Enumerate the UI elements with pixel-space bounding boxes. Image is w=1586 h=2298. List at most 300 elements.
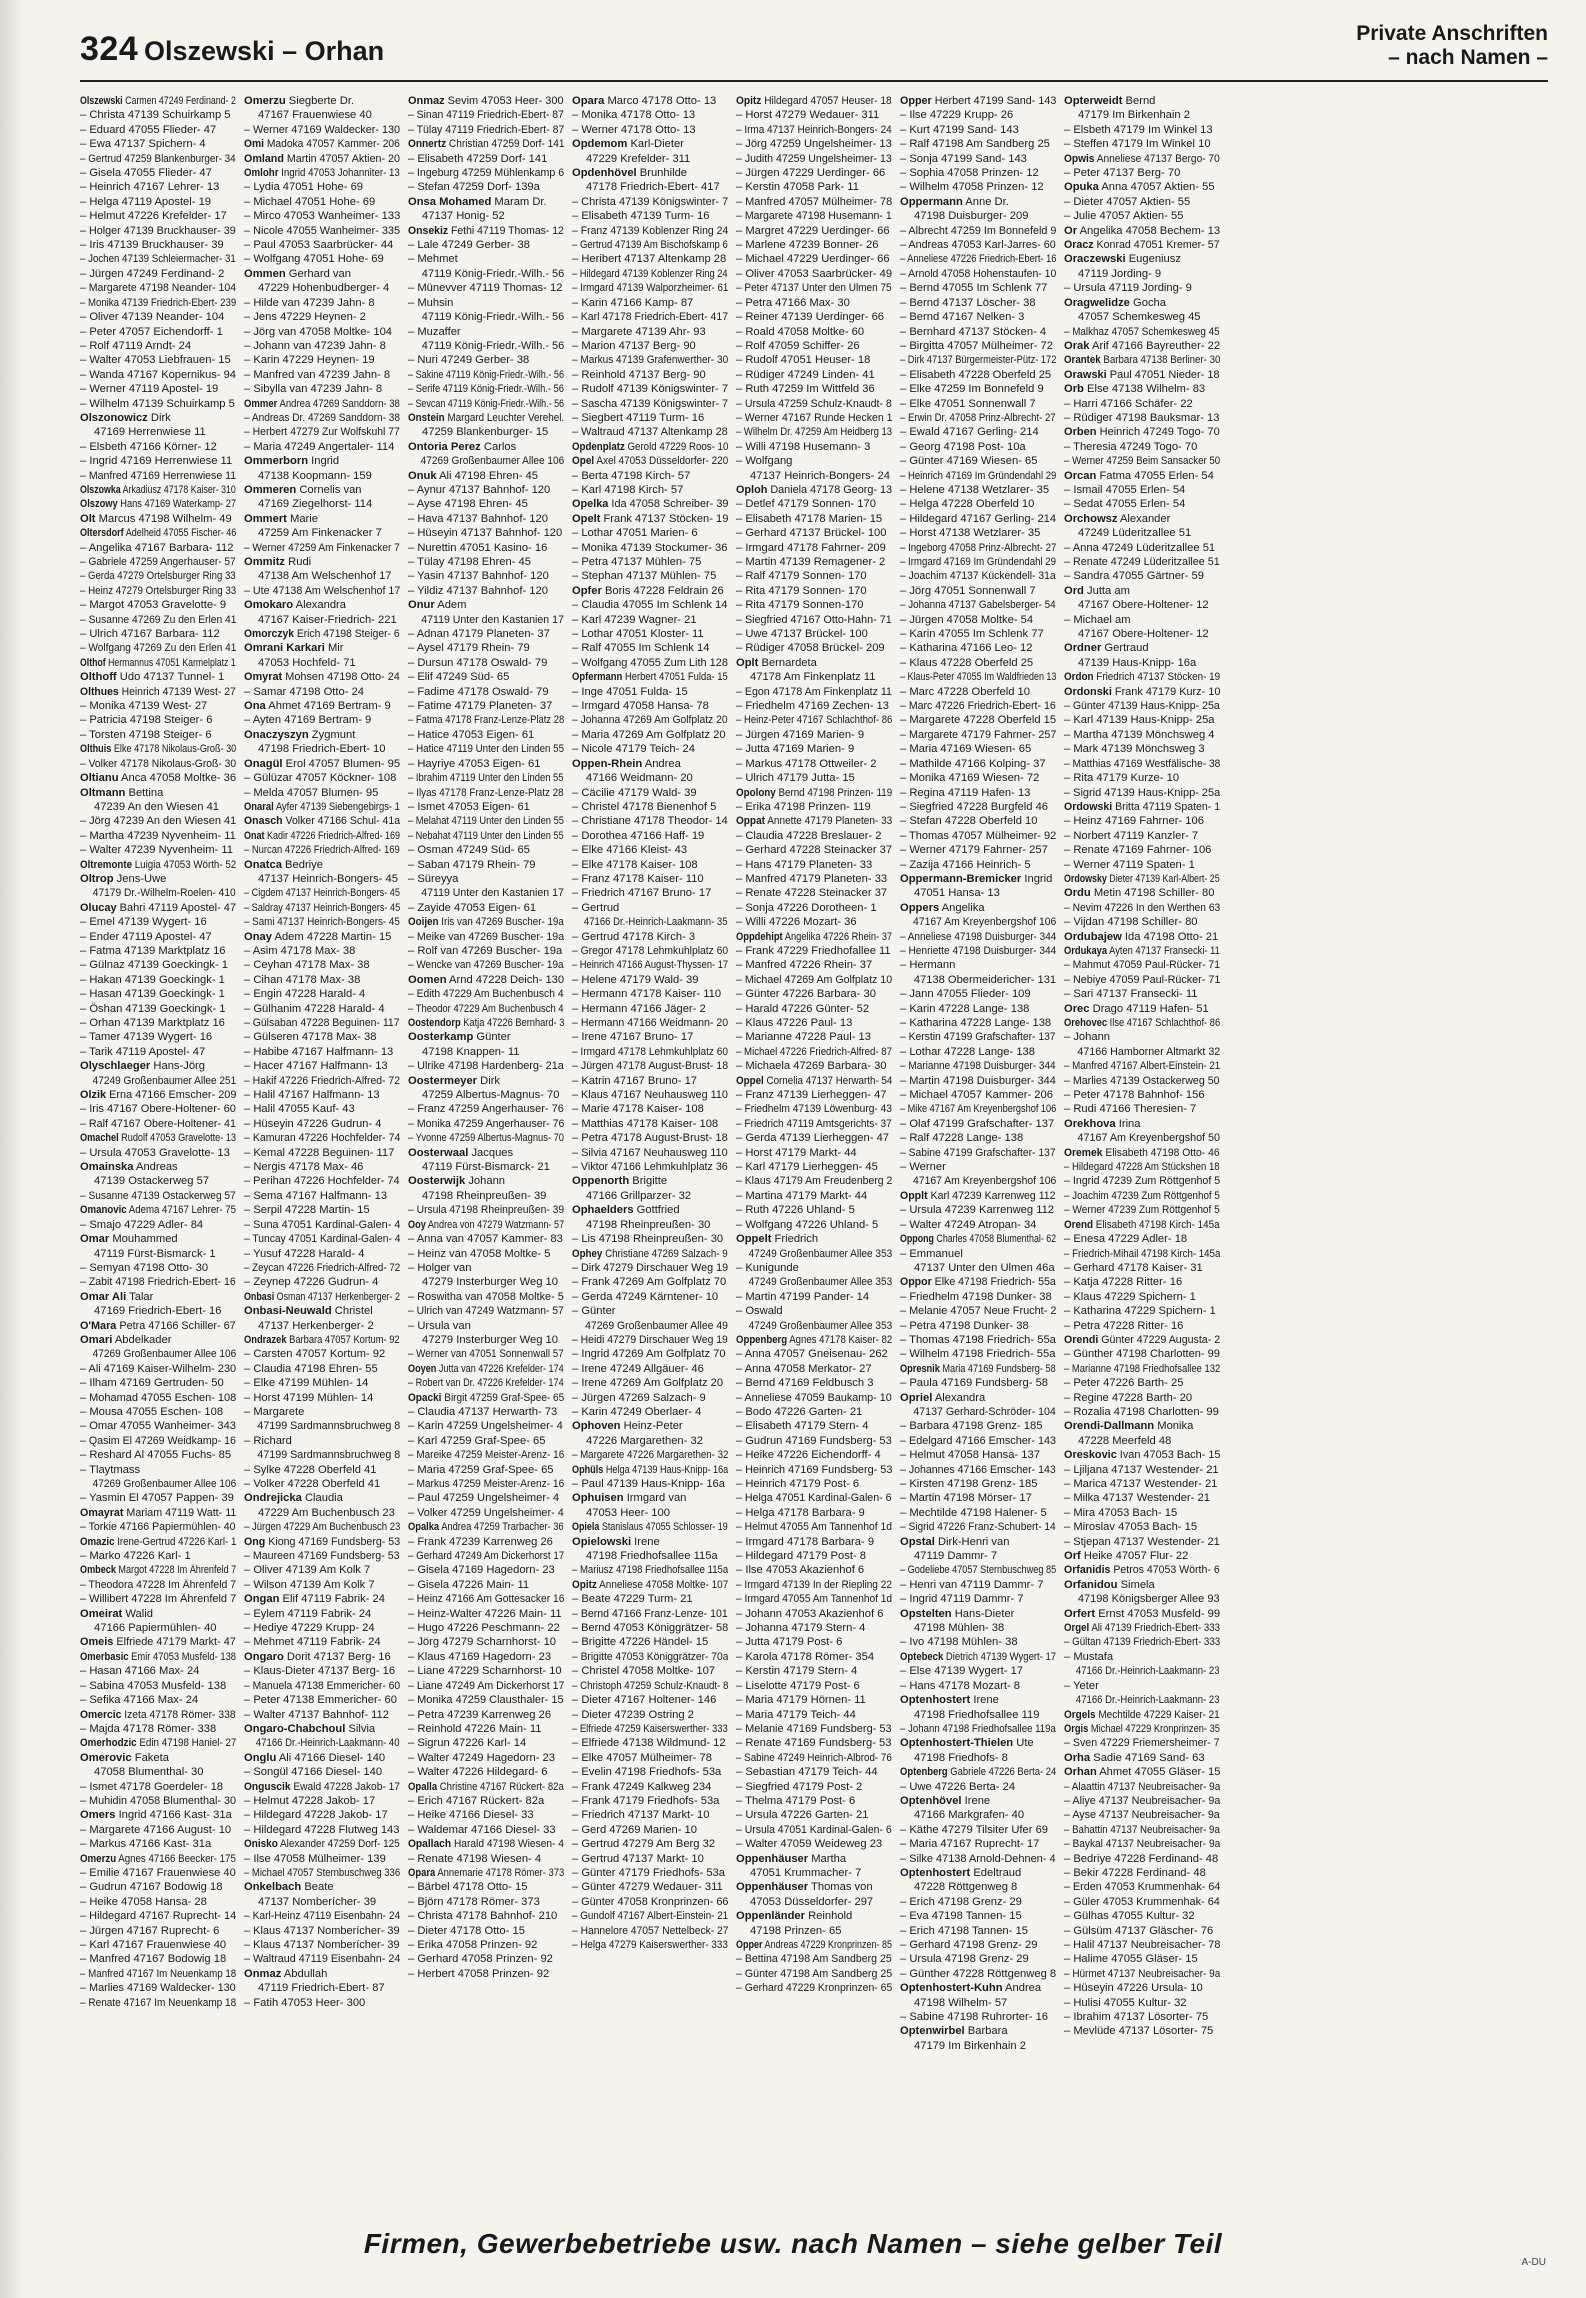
directory-entry	[244, 1895, 400, 1909]
entry-details: – Zayide 47053 Eigen- 61	[408, 901, 537, 914]
entry-surname: Omercic	[80, 1708, 122, 1721]
entry-details: – Hans 47178 Mozart- 8	[900, 1679, 1021, 1692]
entry-surname: Orendi	[1064, 1333, 1099, 1346]
entry-details: – Johann	[1064, 1031, 1111, 1044]
entry-details: – Yasin 47137 Bahnhof- 120	[408, 570, 549, 583]
directory-entry	[244, 1174, 400, 1188]
entry-details: Annemarie 47178 Römer- 373	[437, 1866, 564, 1879]
directory-entry	[900, 1319, 1056, 1333]
directory-entry	[736, 512, 892, 526]
entry-details: – Viktor 47166 Lehmkuhlplatz 36	[572, 1161, 728, 1174]
entry-details: – Birgitta 47057 Mülheimer- 72	[900, 339, 1053, 352]
directory-entry	[572, 94, 728, 108]
entry-details: – Elfriede 47259 Kaiserswerther- 333	[572, 1722, 728, 1735]
entry-surname: Omerhodzic	[80, 1737, 137, 1750]
entry-details: 47138 Obermeidericher- 131	[913, 973, 1056, 986]
entry-details: 47167 Kaiser-Friedrich- 221	[258, 613, 397, 626]
entry-details: – Martina 47179 Markt- 44	[736, 1189, 868, 1202]
entry-details: – Ayse 47198 Ehren- 45	[408, 498, 528, 511]
directory-entry	[408, 454, 564, 468]
directory-entry	[736, 1780, 892, 1794]
entry-details: – Hava 47137 Bahnhof- 120	[408, 512, 548, 525]
directory-entry	[900, 627, 1056, 641]
entry-details: – Manfred 47057 Mülheimer- 78	[736, 195, 892, 208]
directory-entry	[900, 973, 1056, 987]
entry-details: – Evelin 47198 Friedhofs- 53a	[572, 1766, 722, 1779]
directory-entry	[80, 209, 236, 223]
directory-entry	[244, 613, 400, 627]
entry-details: – Habibe 47167 Halfmann- 13	[244, 1045, 394, 1058]
entry-details: – Margot 47053 Gravelotte- 9	[80, 599, 227, 612]
entry-details: 47119 Unter den Kastanien 17	[421, 613, 564, 626]
entry-details: 47119 Unter den Kastanien 17	[421, 887, 564, 900]
directory-entry	[80, 1319, 236, 1333]
directory-entry	[408, 858, 564, 872]
entry-surname: Omyrat	[244, 671, 283, 684]
entry-surname: Omland	[244, 152, 284, 165]
directory-entry	[572, 1751, 728, 1765]
entry-details: – Sascha 47139 Königswinter- 7	[572, 397, 728, 410]
entry-details: Else 47138 Wilhelm- 83	[1087, 383, 1206, 396]
directory-entry	[736, 742, 892, 756]
entry-details: Dorit 47137 Berg- 16	[286, 1650, 391, 1663]
entry-details: – Heinz 47279 Ortelsburger Ring 33	[80, 584, 236, 597]
directory-entry	[80, 325, 236, 339]
directory-entry	[244, 108, 400, 122]
directory-entry	[900, 1924, 1056, 1938]
entry-surname: Ordowsky	[1064, 872, 1107, 885]
directory-entry	[1064, 1823, 1220, 1837]
entry-details: – Maria 47269 Am Golfplatz 20	[572, 728, 726, 741]
directory-entry	[1064, 195, 1220, 209]
directory-entry	[900, 541, 1056, 555]
entry-details: – Elif 47249 Süd- 65	[408, 671, 510, 684]
entry-details: – Silke 47138 Arnold-Dehnen- 4	[900, 1852, 1056, 1865]
entry-surname: Opstal	[900, 1535, 935, 1548]
directory-entry	[244, 382, 400, 396]
entry-surname: Oppenhäuser	[736, 1852, 809, 1865]
entry-details: – Erich 47198 Tannen- 15	[900, 1924, 1028, 1937]
entry-details: – Cihan 47178 Max- 38	[244, 973, 361, 986]
directory-entry	[572, 1679, 728, 1693]
entry-details: – Nuri 47249 Gerber- 38	[408, 354, 530, 367]
entry-surname: Ordonski	[1064, 685, 1112, 698]
entry-details: – Öshan 47139 Goeckingk- 1	[80, 1002, 226, 1015]
entry-details: – Maria 47169 Wiesen- 65	[900, 743, 1032, 756]
directory-entry	[736, 1708, 892, 1722]
entry-details: – Ralf 47167 Obere-Holtener- 41	[80, 1117, 236, 1130]
entry-details: Emir 47053 Musfeld- 138	[131, 1650, 236, 1663]
entry-details: 47249 Großenbaumer Allee 353	[748, 1319, 892, 1332]
entry-details: – Hermann 47178 Kaiser- 110	[572, 988, 722, 1001]
entry-surname: Orgis	[1064, 1722, 1089, 1735]
entry-details: – Else 47139 Wygert- 17	[900, 1665, 1024, 1678]
directory-entry	[572, 1088, 728, 1102]
entry-details: Andrea	[1005, 1982, 1042, 1995]
entry-surname: Orfanidis	[1064, 1564, 1111, 1577]
entry-surname: Orb	[1064, 383, 1084, 396]
entry-details: Heike 47057 Flur- 22	[1083, 1550, 1189, 1563]
entry-surname: Optenwirbel	[900, 2025, 965, 2038]
directory-entry	[80, 786, 236, 800]
directory-entry	[1064, 497, 1220, 511]
entry-details: – Jörg 47239 An den Wiesen 41	[80, 815, 236, 828]
directory-entry	[244, 886, 400, 900]
directory-entry	[80, 973, 236, 987]
entry-details: Anneliese 47137 Bergo- 70	[1096, 152, 1220, 165]
directory-entry	[900, 1030, 1056, 1044]
directory-entry	[900, 1808, 1056, 1822]
entry-details: Gabriele 47226 Berta- 24	[950, 1766, 1056, 1779]
entry-details: – Gisela 47169 Hagedorn- 23	[408, 1564, 555, 1577]
entry-surname: Opuka	[1064, 181, 1099, 194]
entry-details: – Iris 47139 Bruckhauser- 39	[80, 239, 224, 252]
directory-entry	[572, 670, 728, 684]
entry-details: Iris van 47269 Buscher- 19a	[441, 916, 564, 929]
directory-entry	[736, 1952, 892, 1966]
entry-details: 47169 Friedrich-Ebert- 16	[94, 1305, 222, 1318]
directory-entry	[900, 1621, 1056, 1635]
entry-details: – Fatma 47139 Marktplatz 16	[80, 944, 226, 957]
directory-entry	[572, 1621, 728, 1635]
entry-details: Brunhilde	[639, 167, 688, 180]
entry-details: Bahri 47119 Apostel- 47	[119, 901, 236, 914]
entry-details: – Uwe 47226 Berta- 24	[900, 1780, 1016, 1793]
entry-details: – Jann 47055 Flieder- 109	[900, 988, 1031, 1001]
entry-details: – Steffen 47179 Im Winkel 10	[1064, 138, 1211, 151]
entry-details: – Serpil 47228 Martin- 15	[244, 1204, 370, 1217]
directory-entry	[900, 1549, 1056, 1563]
entry-surname: Oppenorth	[572, 1175, 630, 1188]
directory-entry	[80, 1708, 236, 1722]
directory-entry	[900, 886, 1056, 900]
directory-entry	[408, 339, 564, 353]
directory-entry	[736, 1131, 892, 1145]
directory-entry	[1064, 541, 1220, 555]
entry-surname: Onaczyszyn	[244, 728, 309, 741]
entry-details: – Gerhard 47198 Grenz- 29	[900, 1939, 1038, 1951]
directory-entry	[572, 1765, 728, 1779]
directory-entry	[572, 1131, 728, 1145]
entry-surname: Orcan	[1064, 469, 1097, 482]
entry-details: – Jörg 47279 Scharnhorst- 10	[408, 1636, 557, 1649]
directory-entry	[1064, 1463, 1220, 1477]
entry-details: – Kerstin 47199 Grafschafter- 137	[900, 1031, 1056, 1044]
entry-details: – Sophia 47058 Prinzen- 12	[900, 167, 1039, 180]
directory-entry	[244, 1059, 400, 1073]
directory-entry	[408, 886, 564, 900]
entry-details: – Klaus 47137 Nomberícher- 39	[244, 1924, 400, 1937]
section-title	[1356, 22, 1548, 70]
directory-entry	[244, 1016, 400, 1030]
entry-details: Gertraud	[1104, 642, 1149, 655]
entry-surname: Ommer	[244, 397, 278, 410]
directory-entry	[736, 1981, 892, 1995]
directory-entry	[736, 1765, 892, 1779]
directory-entry	[408, 1275, 564, 1289]
entry-surname: Orak	[1064, 339, 1090, 352]
entry-details: – Sabine 47199 Grafschafter- 137	[900, 1146, 1056, 1159]
directory-entry	[408, 800, 564, 814]
directory-entry	[244, 786, 400, 800]
directory-entry	[80, 685, 236, 699]
entry-details: – Güler 47053 Krummenhak- 64	[1064, 1895, 1220, 1908]
entry-details: – Gertrud 47259 Blankenburger- 34	[80, 152, 236, 165]
entry-details: Johann	[468, 1175, 506, 1188]
entry-details: – Monika 47139 Friedrich-Ebert- 239	[80, 296, 236, 309]
directory-entry	[244, 1938, 400, 1952]
directory-entry	[900, 339, 1056, 353]
entry-details: Elfriede 47179 Markt- 47	[116, 1636, 236, 1649]
entry-details: Ernst 47053 Musfeld- 99	[1098, 1607, 1220, 1620]
directory-entry	[900, 1823, 1056, 1837]
directory-entry	[736, 656, 892, 670]
entry-details: – Inge 47051 Fulda- 15	[572, 685, 688, 698]
entry-details: – Wolfgang	[736, 455, 793, 468]
entry-details: Carmen 47249 Ferdinand- 2	[125, 95, 236, 107]
entry-details: – Elsbeth 47179 Im Winkel 13	[1064, 123, 1213, 136]
directory-entry	[572, 858, 728, 872]
directory-entry	[572, 296, 728, 310]
directory-entry	[1064, 771, 1220, 785]
directory-entry	[1064, 1751, 1220, 1765]
entry-details: Abdullah	[283, 1967, 328, 1980]
directory-entry	[572, 1909, 728, 1923]
directory-entry	[736, 224, 892, 238]
directory-entry	[900, 1146, 1056, 1160]
entry-details: – Johanna 47269 Am Golfplatz 20	[572, 714, 728, 727]
entry-details: – Bekir 47228 Ferdinand- 48	[1064, 1866, 1206, 1879]
entry-details: – Karl 47179 Lierheggen- 45	[736, 1161, 878, 1174]
directory-entry	[572, 1304, 728, 1318]
directory-entry	[572, 368, 728, 382]
entry-details: – Barbara 47198 Grenz- 185	[900, 1420, 1043, 1433]
directory-entry	[244, 685, 400, 699]
directory-entry	[244, 713, 400, 727]
entry-details: – Jürgen 47167 Ruprecht- 6	[80, 1924, 220, 1937]
directory-entry	[572, 1736, 728, 1750]
entry-details: – Gülhas 47055 Kultur- 32	[1064, 1910, 1195, 1923]
directory-entry	[1064, 1002, 1220, 1016]
directory-entry	[900, 713, 1056, 727]
entry-details: – Lothar 47051 Marien- 6	[572, 527, 698, 540]
entry-details: – Kunigunde	[736, 1261, 799, 1274]
entry-details: – Reiner 47139 Uerdinger- 66	[736, 311, 885, 324]
directory-entry	[244, 1074, 400, 1088]
entry-details: – Zeycan 47226 Friedrich-Alfred- 72	[244, 1261, 400, 1274]
entry-details: 47167 Frauenwiese 40	[258, 109, 372, 122]
entry-details: – Sari 47137 Franseckі- 11	[1064, 988, 1198, 1001]
directory-entry	[900, 1463, 1056, 1477]
directory-entry	[1064, 728, 1220, 742]
entry-details: – Renate 47167 Im Neuenkamp 18	[80, 1996, 236, 2009]
directory-entry	[1064, 1491, 1220, 1505]
entry-details: Dirk-Henri van	[937, 1535, 1010, 1548]
entry-details: – Petra 47228 Ritter- 16	[1064, 1319, 1184, 1332]
directory-entry	[244, 656, 400, 670]
directory-entry	[1064, 1852, 1220, 1866]
directory-entry	[1064, 1391, 1220, 1405]
directory-entry	[408, 1578, 564, 1592]
entry-details: – Emel 47139 Wygert- 16	[80, 916, 207, 929]
directory-entry	[408, 1088, 564, 1102]
directory-entry	[80, 1261, 236, 1275]
directory-entry	[408, 281, 564, 295]
entry-details: 47137 Nomberícher- 39	[258, 1895, 377, 1908]
directory-entry	[80, 915, 236, 929]
entry-details: – Judith 47259 Ungelsheimer- 13	[736, 152, 892, 165]
directory-entry	[244, 1491, 400, 1505]
directory-entry	[900, 1607, 1056, 1621]
directory-entry	[736, 872, 892, 886]
entry-surname: Opriel	[900, 1391, 933, 1404]
entry-details: – Elisabeth 47139 Turm- 16	[572, 210, 710, 223]
directory-entry	[80, 1376, 236, 1390]
entry-details: – Walter 47137 Bahnhof- 112	[244, 1708, 389, 1721]
directory-entry	[900, 1563, 1056, 1577]
directory-entry	[408, 411, 564, 425]
directory-entry	[900, 944, 1056, 958]
entry-details: – Berta 47198 Kirch- 57	[572, 469, 691, 482]
directory-entry	[408, 1837, 564, 1851]
entry-details: – Ruth 47259 Im Wittfeld 36	[736, 383, 875, 396]
entry-details: Adem	[437, 599, 467, 612]
directory-entry	[80, 180, 236, 194]
entry-surname: Omar	[80, 1233, 110, 1246]
directory-entry	[408, 930, 564, 944]
entry-details: 47051 Hansa- 13	[914, 887, 1000, 900]
entry-details: Fethi 47119 Thomas- 12	[450, 224, 564, 237]
entry-details: 47269 Großenbaumer Allee 106	[92, 1478, 236, 1490]
directory-entry	[900, 598, 1056, 612]
entry-details: – Christa 47178 Bahnhof- 210	[408, 1910, 558, 1923]
entry-surname: Ommitz	[244, 556, 286, 568]
entry-details: – Helmut 47226 Krefelder- 17	[80, 210, 227, 223]
directory-entry	[408, 296, 564, 310]
entry-details: Axel 47053 Düsseldorfer- 220	[596, 455, 728, 468]
entry-details: Helga 47139 Haus-Knipp- 16a	[605, 1463, 728, 1476]
entry-details: Hildegard 47057 Heuser- 18	[764, 95, 892, 107]
directory-entry	[1064, 1736, 1220, 1750]
directory-entry	[1064, 800, 1220, 814]
directory-entry	[572, 1924, 728, 1938]
entry-surname: O'Mara	[80, 1319, 117, 1332]
entry-details: Arnd 47228 Deich- 130	[449, 973, 564, 986]
directory-entry	[736, 1852, 892, 1866]
entry-details: – Johannes 47166 Emscher- 143	[900, 1463, 1056, 1476]
directory-entry	[80, 1679, 236, 1693]
entry-surname: Optenberg	[900, 1766, 948, 1779]
directory-entry	[408, 1045, 564, 1059]
directory-entry	[80, 1333, 236, 1347]
directory-entry	[572, 829, 728, 843]
entry-surname: Or	[1064, 224, 1078, 237]
entry-details: Hans-Jörg	[153, 1060, 205, 1073]
directory-entry	[900, 281, 1056, 295]
directory-entry	[1064, 1578, 1220, 1592]
directory-entry	[80, 613, 236, 627]
directory-entry	[408, 973, 564, 987]
entry-details: – Harald 47226 Günter- 52	[736, 1002, 870, 1015]
entry-details: – Johanna 47137 Gabelsberger- 54	[900, 599, 1056, 612]
directory-entry	[736, 627, 892, 641]
directory-entry	[900, 267, 1056, 281]
directory-entry	[900, 1981, 1056, 1995]
entry-details: – Peter 47137 Berg- 70	[1064, 167, 1181, 180]
entry-details: – Werner 47167 Runde Hecken 1	[736, 411, 892, 424]
entry-details: Faketa	[134, 1751, 169, 1764]
directory-entry	[244, 843, 400, 857]
directory-entry	[736, 1362, 892, 1376]
entry-details: Carlos	[483, 440, 517, 453]
entry-details: – Friedrich 47167 Bruno- 17	[572, 887, 712, 900]
directory-entry	[408, 555, 564, 569]
entry-details: – Renate 47169 Fahrner- 106	[1064, 844, 1212, 857]
entry-details: – Franz 47139 Lierheggen- 47	[736, 1089, 887, 1102]
directory-entry	[408, 1304, 564, 1318]
directory-entry	[244, 1952, 400, 1966]
directory-entry	[244, 1693, 400, 1707]
directory-entry	[572, 1376, 728, 1390]
entry-surname: Omerovic	[80, 1751, 132, 1764]
directory-entry	[80, 1275, 236, 1289]
directory-entry	[736, 1967, 892, 1981]
entry-details: – Bernd 47169 Feldbusch 3	[736, 1377, 874, 1390]
entry-details: – Jörg 47051 Sonnenwall 7	[900, 584, 1036, 597]
directory-entry	[900, 1592, 1056, 1606]
entry-details: – Yasmin El 47057 Pappen- 39	[80, 1492, 234, 1505]
directory-entry	[244, 1189, 400, 1203]
directory-entry	[80, 411, 236, 425]
directory-entry	[408, 1247, 564, 1261]
directory-entry	[572, 627, 728, 641]
directory-entry	[900, 180, 1056, 194]
entry-details: Dirk	[480, 1074, 501, 1087]
directory-entry	[1064, 944, 1220, 958]
directory-entry	[736, 1448, 892, 1462]
entry-details: – Eva 47198 Tannen- 15	[900, 1910, 1022, 1923]
entry-surname: Oppermann	[900, 195, 963, 208]
entry-surname: Omerbasic	[80, 1650, 129, 1663]
entry-details: – Milka 47137 Westender- 21	[1064, 1492, 1210, 1505]
entry-details: – Ursula 47119 Jording- 9	[1064, 282, 1192, 295]
directory-entry	[408, 209, 564, 223]
entry-details: – Ilse 47229 Krupp- 26	[900, 109, 1014, 122]
entry-surname: Opresnik	[900, 1362, 940, 1375]
entry-details: – Ursula 47051 Kardinal-Galen- 6	[736, 1823, 892, 1836]
entry-details: – Perihan 47226 Hochfelder- 74	[244, 1175, 400, 1188]
directory-entry	[900, 555, 1056, 569]
entry-details: – Karl 47167 Frauenwiese 40	[80, 1939, 227, 1951]
directory-entry	[80, 1765, 236, 1779]
entry-details: – Willi 47226 Mozart- 36	[736, 916, 857, 929]
entry-details: – Sakine 47119 König-Friedr.-Wilh.- 56	[408, 368, 564, 381]
entry-surname: Olszewski	[80, 95, 123, 107]
directory-entry	[80, 195, 236, 209]
entry-details: 47198 Rheinpreußen- 30	[586, 1218, 711, 1231]
entry-details: – Maria 47179 Teich- 44	[736, 1708, 856, 1721]
entry-surname: Opwis	[1064, 152, 1095, 165]
directory-entry	[572, 526, 728, 540]
entry-details: – Irene 47167 Bruno- 17	[572, 1031, 694, 1044]
entry-details: – Peter 47057 Eichendorff- 1	[80, 325, 223, 338]
directory-entry	[408, 742, 564, 756]
directory-entry	[736, 555, 892, 569]
entry-surname: Opfer	[572, 584, 602, 597]
entry-details: – Lale 47249 Gerber- 38	[408, 239, 530, 252]
entry-details: – Matthias 47169 Westfälische- 38	[1064, 757, 1220, 770]
entry-details: Irene-Gertrud 47226 Karl- 1	[117, 1535, 236, 1548]
